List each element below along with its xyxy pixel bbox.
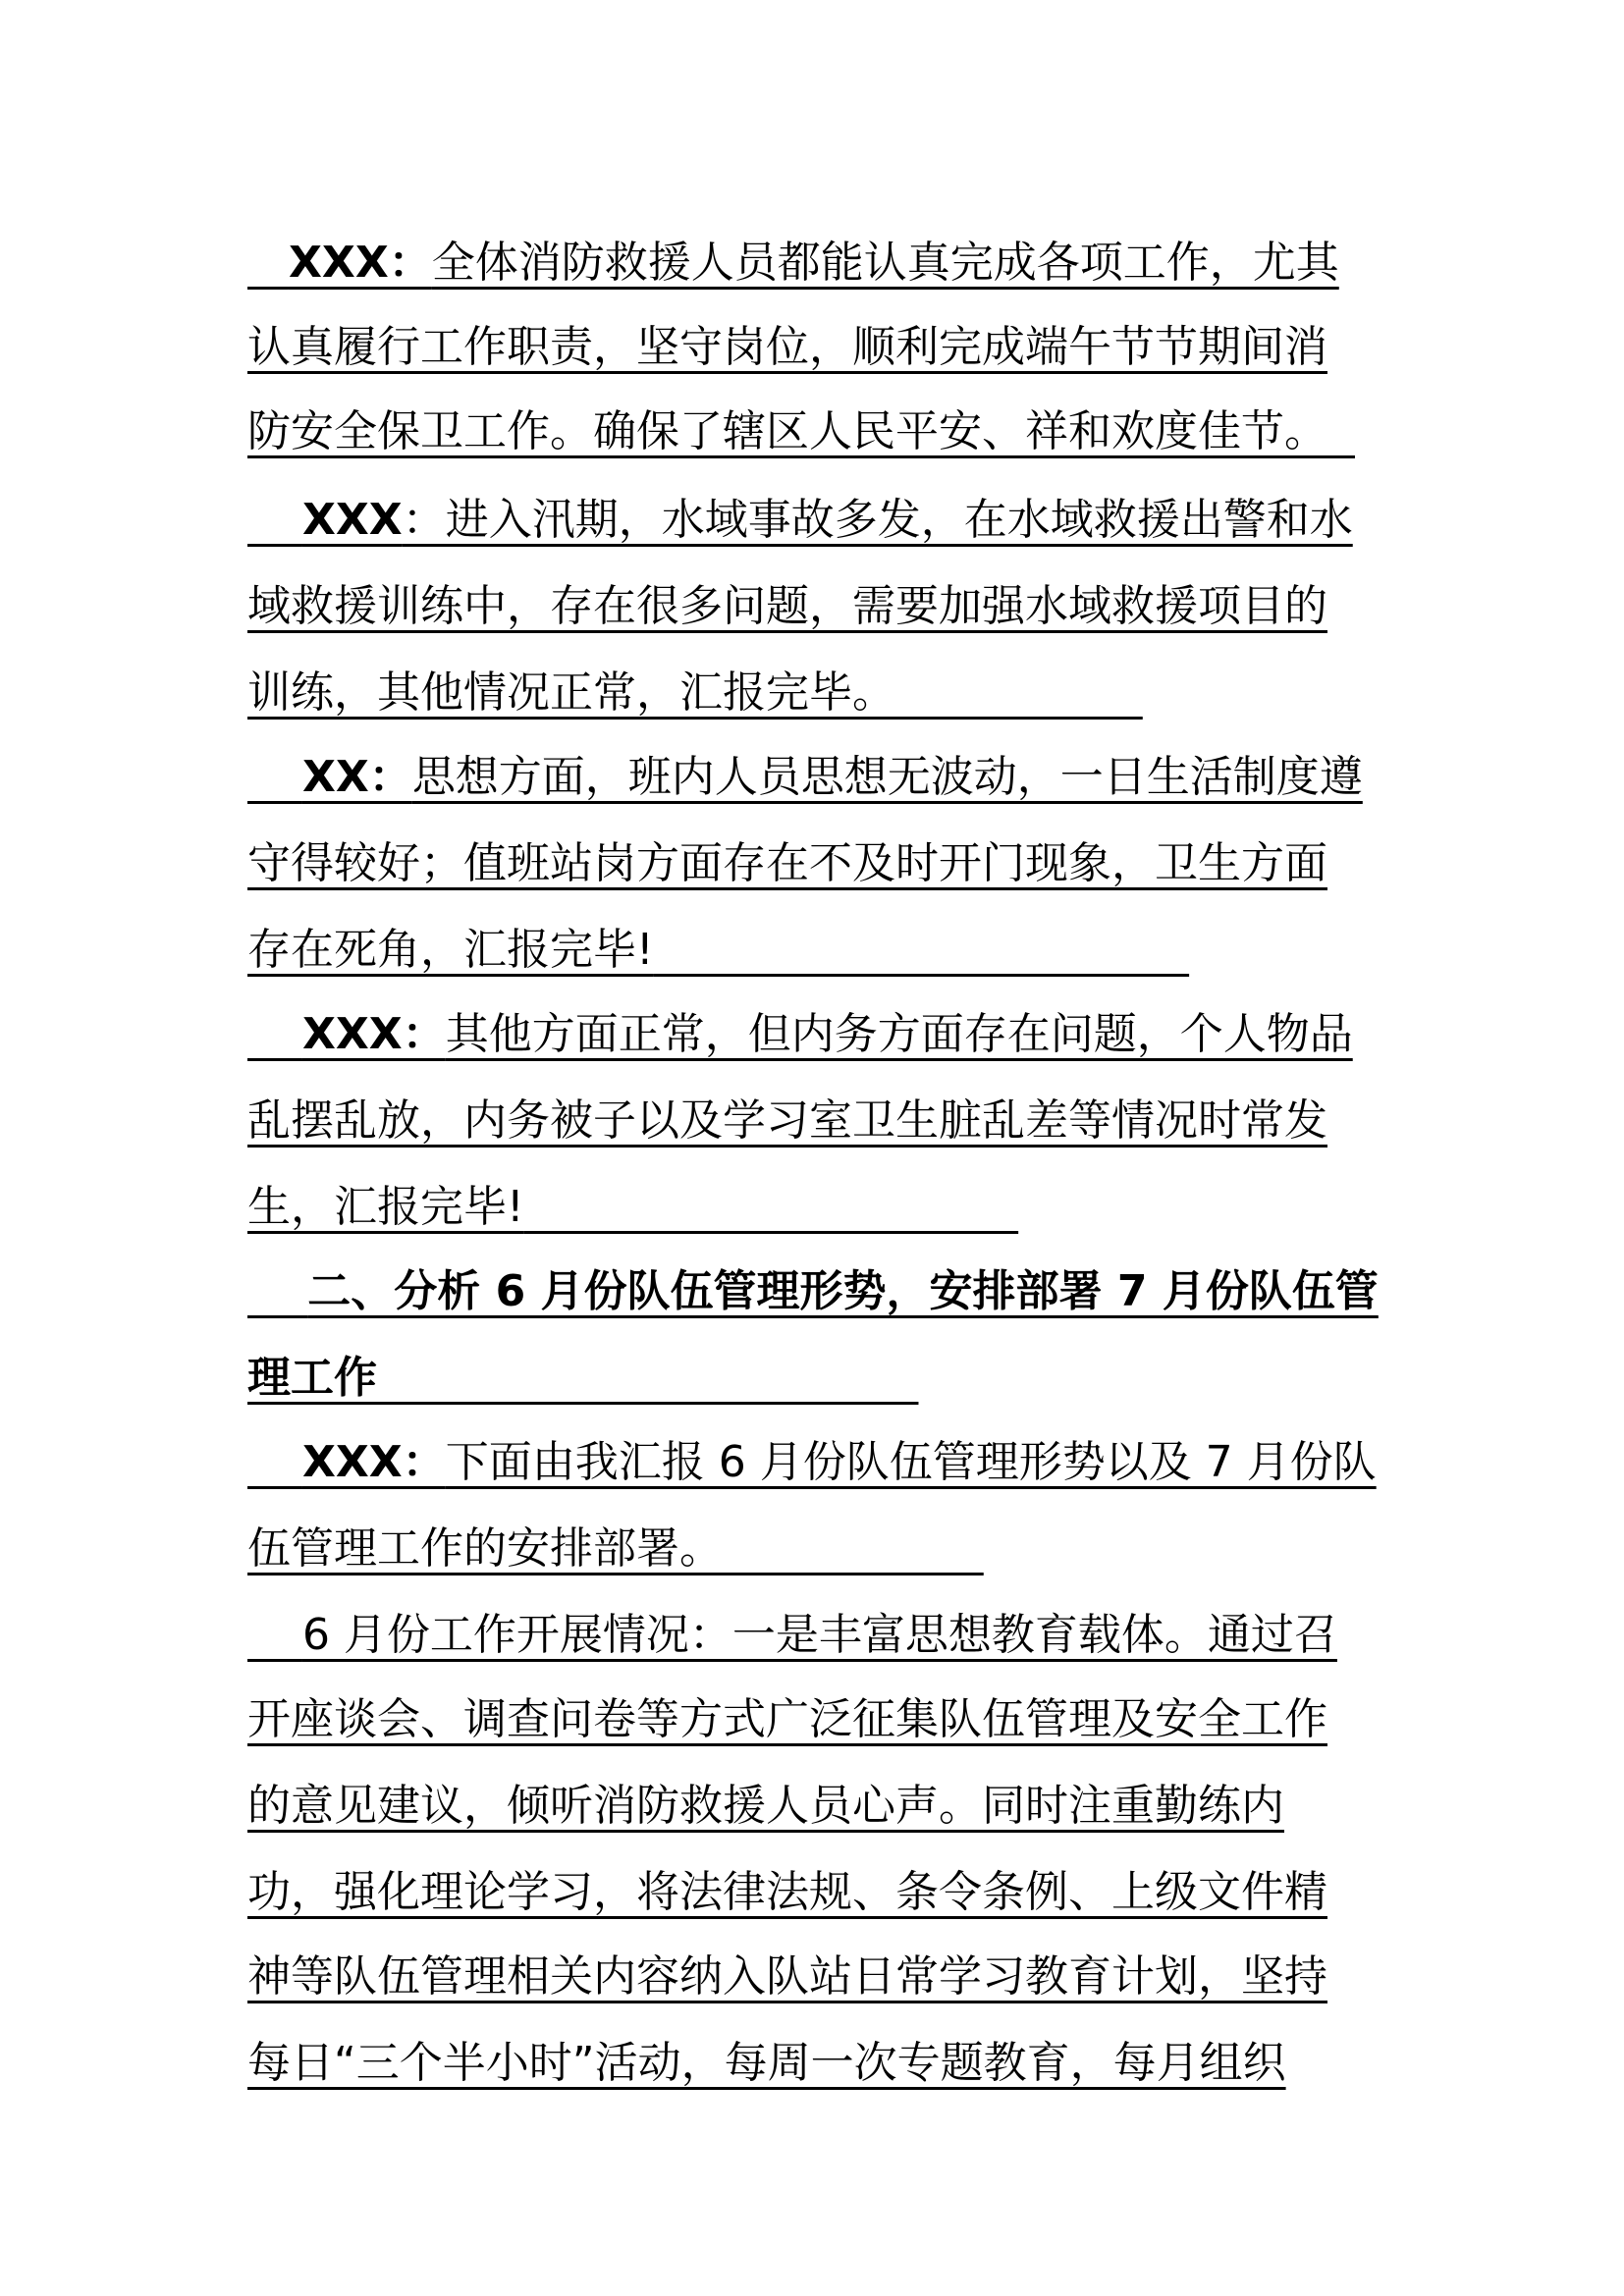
line-text: 开座谈会、调查问卷等方式广泛征集队伍管理及安全工作 xyxy=(247,1694,1327,1744)
line-text: 认真履行工作职责，坚守岗位，顺利完成端午节节期间消 xyxy=(247,322,1327,372)
speaker-label: XXX： xyxy=(288,238,432,288)
line-text: 思想方面，班内人员思想无波动，一日生活制度遵 xyxy=(411,752,1363,802)
paragraph-june-line-1 xyxy=(247,1606,1337,1690)
line-text: 训练，其他情况正常，汇报完毕。 xyxy=(247,667,895,718)
paragraph-xx-line-1 xyxy=(247,748,1363,832)
paragraph-xxx-1-line-2 xyxy=(247,318,1327,402)
line-text: 乱摆乱放，内务被子以及学习室卫生脏乱差等情况时常发 xyxy=(247,1095,1327,1146)
line-text: 其他方面正常，但内务方面存在问题，个人物品 xyxy=(445,1009,1353,1059)
paragraph-xxx-4-line-1 xyxy=(247,1433,1377,1518)
line-text: 全体消防救援人员都能认真完成各项工作，尤其 xyxy=(431,238,1339,288)
line-text: 生，汇报完毕! xyxy=(247,1182,524,1232)
paragraph-xxx-1-line-1 xyxy=(247,234,1339,318)
paragraph-june-line-4 xyxy=(247,1863,1327,1948)
paragraph-xxx-2-line-3 xyxy=(247,664,1143,748)
speaker-label: XX： xyxy=(301,752,412,802)
paragraph-xx-line-2 xyxy=(247,834,1327,919)
line-text: 守得较好；值班站岗方面存在不及时开门现象，卫生方面 xyxy=(247,838,1327,888)
line-text: 伍管理工作的安排部署。 xyxy=(247,1523,723,1574)
speaker-label: XXX xyxy=(301,495,403,545)
speaker-label: XXX： xyxy=(301,1437,446,1487)
line-text: 功，强化理论学习，将法律法规、条令条例、上级文件精 xyxy=(247,1867,1327,1917)
paragraph-june-line-5 xyxy=(247,1948,1327,2032)
paragraph-xxx-1-line-3 xyxy=(247,402,1355,487)
paragraph-xxx-2-line-2 xyxy=(247,577,1327,662)
line-text: 下面由我汇报 6 月份队伍管理形势以及 7 月份队 xyxy=(445,1437,1377,1487)
speaker-label: XXX： xyxy=(301,1009,446,1059)
paragraph-xxx-4-line-2 xyxy=(247,1520,984,1604)
line-text: 的意见建议，倾听消防救援人员心声。同时注重勤练内 xyxy=(247,1781,1284,1831)
section-heading-text: 理工作 xyxy=(247,1353,377,1403)
line-text: 存在死角，汇报完毕! xyxy=(247,925,654,975)
section-heading-line-2 xyxy=(247,1349,918,1433)
paragraph-xx-line-3 xyxy=(247,921,1189,1005)
paragraph-june-line-2 xyxy=(247,1690,1327,1775)
paragraph-june-line-6 xyxy=(247,2034,1286,2118)
line-text: 每日“三个半小时”活动，每周一次专题教育，每月组织 xyxy=(247,2038,1286,2088)
section-heading-line-1 xyxy=(247,1262,1379,1347)
paragraph-xxx-2-line-1 xyxy=(247,491,1353,575)
paragraph-june-line-3 xyxy=(247,1777,1284,1861)
line-text: 6 月份工作开展情况：一是丰富思想教育载体。通过召 xyxy=(301,1610,1337,1660)
line-text: ：进入汛期，水域事故多发，在水域救援出警和水 xyxy=(402,495,1353,545)
line-text: 神等队伍管理相关内容纳入队站日常学习教育计划，坚持 xyxy=(247,1951,1327,2002)
paragraph-xxx-3-line-3 xyxy=(247,1178,1018,1262)
paragraph-xxx-3-line-2 xyxy=(247,1092,1327,1176)
line-text: 防安全保卫工作。确保了辖区人民平安、祥和欢度佳节。 xyxy=(247,406,1327,456)
line-text: 域救援训练中，存在很多问题，需要加强水域救援项目的 xyxy=(247,581,1327,631)
section-heading-text: 二、分析 6 月份队伍管理形势，安排部署 7 月份队伍管 xyxy=(307,1266,1379,1316)
paragraph-xxx-3-line-1 xyxy=(247,1005,1353,1090)
